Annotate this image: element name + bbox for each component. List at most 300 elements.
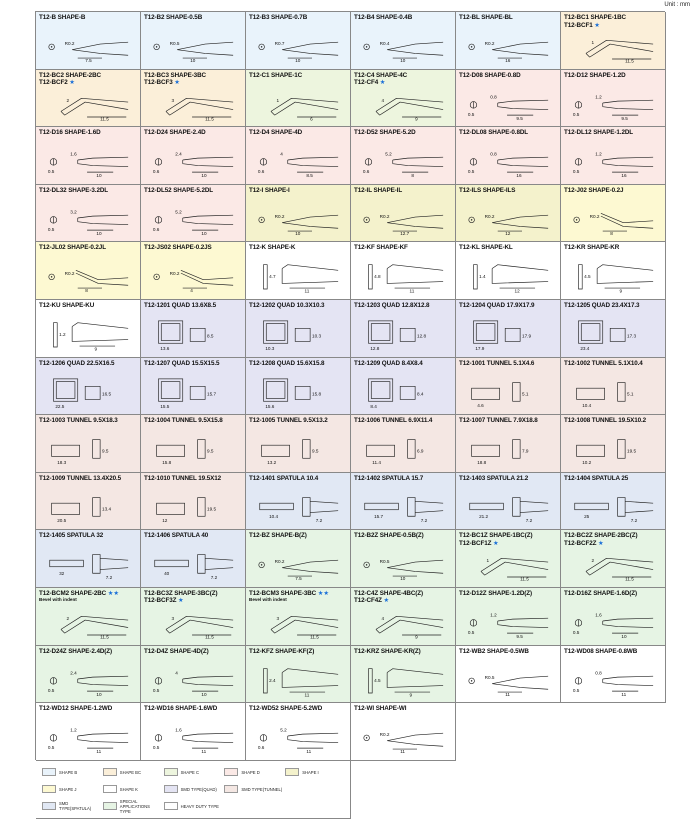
tip-cell — [561, 70, 666, 128]
tip-name-text: T12-BZ SHAPE-B(Z) — [249, 532, 307, 540]
dim-length: 9 — [415, 116, 418, 122]
tip-cell — [36, 530, 141, 588]
dim-width: 1.2 — [595, 151, 602, 157]
dim-length: 7.2 — [210, 575, 218, 581]
tip-cell — [36, 415, 141, 473]
tip-name-text: T12-1201 QUAD 13.6X8.5 — [144, 301, 217, 309]
tip-name — [354, 360, 452, 368]
dim-width: 3 — [171, 97, 175, 103]
legend-item — [164, 782, 223, 797]
tip-name-text: T12-1010 TUNNEL 19.5X12 — [144, 474, 222, 482]
star-icon: ★ — [491, 539, 499, 547]
tip-drawing — [145, 665, 241, 699]
tip-diagram — [40, 319, 136, 353]
tip-drawing — [565, 549, 661, 583]
legend-label: SHAPE K — [119, 786, 138, 792]
tip-drawing — [250, 261, 346, 295]
tip-name-text: T12-D16 SHAPE-1.6D — [39, 129, 101, 137]
dim-length: 9 — [619, 289, 623, 295]
legend-swatch — [164, 768, 178, 776]
legend-item — [285, 782, 344, 797]
dim-width: 17.9 — [475, 345, 485, 351]
tip-diagram — [250, 492, 346, 526]
tip-name — [39, 360, 137, 368]
tip-name-text: T12-BC1Z SHAPE-1BC(Z) T12-BCF1Z — [459, 532, 533, 547]
dim-width: 1 — [591, 40, 595, 46]
tip-drawing — [565, 377, 661, 411]
dim-blade-width: 32 — [59, 571, 65, 577]
dim-width: 15.5 — [160, 403, 170, 409]
dim-width: 7.9 — [521, 448, 529, 454]
legend-item — [42, 782, 101, 797]
tip-cell — [561, 588, 666, 646]
dim-length: 8 — [411, 172, 414, 178]
dim-length: 4 — [190, 288, 193, 294]
tip-diagram — [250, 377, 346, 411]
dim-width: 2.4 — [70, 669, 77, 675]
tip-diagram — [565, 434, 661, 468]
tip-cell — [561, 530, 666, 588]
tip-name-text: T12-BL SHAPE-BL — [459, 14, 513, 21]
tip-cell — [141, 473, 246, 531]
dim-length: 10 — [201, 172, 207, 178]
dim-length: 8.5 — [306, 172, 313, 178]
tip-name — [459, 648, 557, 656]
dim-width: 15.6 — [265, 403, 275, 409]
tip-name — [564, 129, 662, 137]
dim-length: 11.5 — [205, 634, 214, 640]
tip-drawing — [565, 319, 661, 353]
tip-name — [144, 648, 242, 656]
tip-cell — [351, 12, 456, 70]
tip-name-text: T12-D4Z SHAPE-4D(Z) — [144, 647, 209, 655]
dim-length: 11 — [505, 691, 511, 697]
legend-label: SMD TYPE(TUNNEL) — [241, 786, 283, 792]
tip-cell — [36, 127, 141, 185]
tip-name — [354, 14, 452, 22]
dim-length: 7.2 — [105, 575, 113, 581]
tip-diagram — [250, 665, 346, 699]
tip-grid — [35, 11, 665, 814]
tip-drawing — [145, 261, 241, 295]
tip-cell — [141, 12, 246, 70]
tip-name-text: T12-BCM3 SHAPE-3BC — [249, 589, 317, 597]
dim-width: 4 — [280, 151, 283, 157]
tip-drawing — [250, 204, 346, 238]
dim-width: 10.3 — [265, 345, 275, 351]
tip-drawing — [460, 549, 556, 583]
tip-drawing — [460, 204, 556, 238]
tip-diagram — [145, 89, 241, 123]
tip-drawing — [250, 549, 346, 583]
tip-cell — [456, 127, 561, 185]
dim-length: 10 — [96, 172, 102, 178]
legend-swatch — [42, 802, 56, 810]
tip-name — [249, 244, 347, 252]
tip-name-text: T12-1204 QUAD 17.9X17.9 — [459, 301, 535, 309]
tip-cell — [456, 588, 561, 646]
dim-width: 4 — [381, 616, 385, 622]
dim-depth: 17.3 — [626, 333, 637, 339]
tip-cell — [246, 703, 351, 761]
dim-depth: 8.5 — [206, 333, 214, 339]
dim-radius: R0.5 — [169, 40, 180, 46]
tip-name-text: T12-B SHAPE-B — [39, 14, 86, 21]
tip-name — [144, 590, 242, 605]
tip-diagram — [40, 377, 136, 411]
dim-length: 7.2 — [525, 517, 533, 523]
tip-name-text: T12-1209 QUAD 8.4X8.4 — [354, 359, 423, 367]
tip-drawing — [355, 665, 451, 699]
tip-drawing — [145, 31, 241, 65]
dim-height: 1.2 — [59, 331, 66, 337]
dim-width: 13.6 — [160, 345, 170, 351]
dim-width: 5.2 — [385, 151, 392, 157]
tip-name-text: T12-D08 SHAPE-0.8D — [459, 71, 521, 79]
tip-name — [564, 417, 662, 425]
dim-length: 9 — [409, 692, 413, 698]
tip-name — [459, 590, 557, 598]
tip-name-text: T12-DL32 SHAPE-3.2DL — [39, 186, 109, 194]
tip-cell — [456, 530, 561, 588]
tip-diagram — [40, 665, 136, 699]
tip-drawing — [355, 261, 451, 295]
tip-cell — [246, 473, 351, 531]
tip-diagram — [460, 204, 556, 238]
dim-length: 7.5 — [295, 576, 302, 582]
legend-item — [164, 765, 223, 780]
tip-name — [459, 14, 557, 22]
legend-swatch — [42, 768, 56, 776]
tip-drawing — [565, 31, 661, 65]
tip-name — [564, 187, 662, 195]
dim-radius: R0.2 — [274, 213, 285, 219]
dim-width: 5.2 — [175, 209, 182, 215]
tip-cell — [456, 185, 561, 243]
tip-drawing — [460, 261, 556, 295]
dim-width: 9.5 — [311, 448, 319, 454]
tip-diagram — [565, 607, 661, 641]
tip-name-text: T12-B3 SHAPE-0.7B — [249, 14, 308, 21]
dim-length: 9.5 — [516, 115, 523, 121]
tip-cell — [561, 127, 666, 185]
dim-width: 23.4 — [580, 345, 590, 351]
tip-diagram — [355, 377, 451, 411]
tip-name — [144, 475, 242, 483]
tip-name-text: T12-JS02 SHAPE-0.2JS — [144, 244, 212, 252]
legend-item — [224, 782, 283, 797]
dim-length: 11 — [201, 748, 207, 754]
tip-name — [144, 72, 242, 87]
tip-diagram — [460, 492, 556, 526]
tip-note: Bevel with indent — [39, 597, 77, 603]
dim-length: 7.2 — [420, 517, 428, 523]
tip-drawing — [460, 607, 556, 641]
tip-diagram — [355, 722, 451, 756]
tip-name — [39, 590, 137, 598]
tip-diagram — [250, 434, 346, 468]
tip-diagram — [355, 665, 451, 699]
tip-name — [249, 475, 347, 483]
tip-diagram — [40, 549, 136, 583]
tip-drawing — [355, 549, 451, 583]
tip-diagram — [565, 204, 661, 238]
dim-length: 15.8 — [162, 460, 172, 466]
tip-drawing — [145, 492, 241, 526]
tip-diagram — [250, 146, 346, 180]
dim-length: 10 — [201, 230, 207, 236]
tip-diagram — [355, 261, 451, 295]
dim-width: 1.2 — [70, 727, 77, 733]
tip-diagram — [565, 665, 661, 699]
tip-name — [564, 14, 662, 29]
tip-name-text: T12-WI SHAPE-WI — [354, 705, 407, 713]
tip-name-text: T12-1005 TUNNEL 9.5X13.2 — [249, 417, 328, 425]
tip-cell — [141, 358, 246, 416]
dim-radius: R0.5 — [379, 559, 390, 565]
dim-length: 16 — [621, 172, 627, 178]
dim-thickness: 0.5 — [152, 687, 160, 693]
tip-name — [459, 129, 557, 137]
dim-height: 4.5 — [374, 677, 381, 683]
tip-diagram — [250, 319, 346, 353]
dim-radius: R0.7 — [274, 40, 285, 46]
tip-name — [39, 72, 137, 87]
tip-name — [249, 129, 347, 137]
tip-name-text: T12-I SHAPE-I — [249, 186, 290, 194]
dim-length: 10 — [96, 691, 102, 697]
tip-name — [39, 244, 137, 252]
legend-swatch — [164, 785, 178, 793]
tip-cell — [351, 300, 456, 358]
tip-name — [354, 244, 452, 252]
tip-diagram — [250, 607, 346, 641]
tip-cell — [456, 300, 561, 358]
tip-name — [354, 475, 452, 483]
dim-width: 1.2 — [595, 93, 602, 99]
dim-length: 11 — [400, 748, 406, 754]
tip-name-text: T12-KU SHAPE-KU — [39, 301, 95, 309]
tip-diagram — [460, 319, 556, 353]
tip-drawing — [355, 319, 451, 353]
tip-drawing — [250, 31, 346, 65]
tip-name-text: T12-BC3Z SHAPE-3BC(Z) T12-BCF3Z — [144, 589, 218, 605]
tip-diagram — [355, 492, 451, 526]
dim-thickness: 0.5 — [47, 226, 55, 232]
dim-width: 2 — [591, 558, 595, 564]
dim-length: 10 — [96, 230, 102, 236]
dim-length: 11.5 — [520, 577, 529, 583]
dim-thickness: 0.5 — [467, 111, 475, 117]
tip-name — [459, 475, 557, 483]
dim-thickness: 0.6 — [152, 226, 160, 232]
tip-cell — [246, 300, 351, 358]
tip-cell — [246, 70, 351, 128]
dim-radius: R0.2 — [379, 213, 390, 219]
legend-item — [224, 765, 283, 780]
dim-thickness: 0.6 — [257, 169, 265, 175]
tip-name — [144, 302, 242, 310]
tip-name — [144, 705, 242, 713]
tip-cell — [36, 185, 141, 243]
tip-diagram — [355, 319, 451, 353]
dim-width: 0.8 — [490, 93, 497, 99]
tip-name-text: T12-C4Z SHAPE-4BC(Z) T12-CF4Z — [354, 589, 424, 605]
tip-drawing — [355, 31, 451, 65]
tip-drawing — [40, 204, 136, 238]
tip-drawing — [145, 722, 241, 756]
tip-diagram — [565, 549, 661, 583]
legend-label: SHAPE J — [59, 786, 77, 792]
tip-name-text: T12-C4 SHAPE-4C T12-CF4 — [354, 71, 408, 87]
dim-blade-width: 40 — [164, 571, 170, 577]
tip-cell — [141, 530, 246, 588]
legend-label: SPECIAL APPLICATIONS TYPE — [119, 798, 150, 814]
tip-name — [564, 244, 662, 252]
tip-name-text: T12-DL12 SHAPE-1.2DL — [564, 129, 634, 137]
tip-name-text: T12-B2 SHAPE-0.5B — [144, 14, 203, 21]
tip-drawing — [145, 204, 241, 238]
tip-drawing — [460, 31, 556, 65]
dim-thickness: 0.5 — [467, 629, 475, 635]
tip-cell — [246, 127, 351, 185]
tip-drawing — [40, 261, 136, 295]
tip-diagram — [355, 89, 451, 123]
tip-name-text: T12-1402 SPATULA 15.7 — [354, 474, 424, 482]
star-icon: ★ — [592, 21, 600, 29]
tip-name — [39, 532, 137, 540]
tip-name-text: T12-1403 SPATULA 21.2 — [459, 474, 529, 482]
tip-drawing — [40, 549, 136, 583]
dim-length: 11.5 — [310, 634, 319, 640]
star-icon: ★★ — [106, 589, 119, 597]
dim-width: 2 — [66, 97, 70, 103]
dim-length: 11.5 — [100, 116, 109, 122]
tip-name — [249, 648, 347, 656]
tip-cell — [351, 242, 456, 300]
legend-label: HEAVY DUTY TYPE — [180, 803, 219, 809]
tip-cell — [36, 588, 141, 646]
legend-item — [103, 782, 162, 797]
tip-name-text: T12-D4 SHAPE-4D — [249, 129, 303, 137]
tip-name — [144, 532, 242, 540]
legend-item — [42, 765, 101, 780]
tip-name-text: T12-1002 TUNNEL 5.1X10.4 — [564, 359, 643, 367]
tip-name — [354, 129, 452, 137]
dim-thickness: 0.5 — [47, 169, 55, 175]
legend-label: SMD TYPE(SPATULA) — [59, 801, 92, 812]
tip-name-text: T12-D24 SHAPE-2.4D — [144, 129, 206, 137]
tip-name-text: T12-1207 QUAD 15.5X15.5 — [144, 359, 220, 367]
dim-length: 12 — [514, 289, 520, 295]
tip-name-text: T12-WD08 SHAPE-0.8WB — [564, 647, 638, 655]
tip-cell — [246, 242, 351, 300]
tip-drawing — [145, 377, 241, 411]
tip-cell — [351, 70, 456, 128]
tip-name-text: T12-WD52 SHAPE-5.2WD — [249, 705, 323, 713]
tip-cell — [36, 473, 141, 531]
tip-diagram — [250, 31, 346, 65]
tip-cell — [36, 300, 141, 358]
tip-drawing — [565, 492, 661, 526]
tip-name — [249, 72, 347, 80]
tip-diagram — [355, 146, 451, 180]
tip-name — [354, 532, 452, 540]
tip-cell — [456, 415, 561, 473]
tip-diagram — [565, 492, 661, 526]
tip-drawing — [250, 492, 346, 526]
tip-drawing — [460, 89, 556, 123]
tip-cell — [246, 588, 351, 646]
tip-name-text: T12-1007 TUNNEL 7.9X18.8 — [459, 417, 538, 425]
tip-diagram — [460, 89, 556, 123]
tip-drawing — [565, 434, 661, 468]
tip-cell — [561, 358, 666, 416]
legend-label: SMD TYPE(QUAD) — [180, 786, 217, 792]
tip-cell — [456, 358, 561, 416]
dim-radius: R0.2 — [169, 271, 180, 277]
tip-cell — [351, 127, 456, 185]
legend-label: SHAPE D — [241, 769, 260, 775]
dim-length: 16 — [516, 172, 522, 178]
tip-drawing — [250, 89, 346, 123]
legend-item — [103, 765, 162, 780]
tip-name-text: T12-1008 TUNNEL 19.5X10.2 — [564, 417, 647, 425]
dim-length: 11.5 — [100, 634, 109, 640]
tip-name-text: T12-1203 QUAD 12.8X12.8 — [354, 301, 430, 309]
tip-diagram — [565, 377, 661, 411]
dim-blade-width: 10.4 — [269, 513, 279, 519]
tip-drawing — [145, 434, 241, 468]
tip-cell — [561, 300, 666, 358]
tip-name — [249, 590, 347, 598]
tip-cell — [561, 473, 666, 531]
tip-drawing — [40, 607, 136, 641]
tip-diagram — [460, 146, 556, 180]
tip-cell — [351, 185, 456, 243]
dim-width: 3.2 — [70, 209, 77, 215]
dim-length: 12 — [162, 517, 168, 523]
dim-radius: R0.2 — [64, 40, 75, 46]
dim-width: 19.5 — [206, 506, 217, 512]
tip-diagram — [355, 31, 451, 65]
dim-length: 11 — [621, 691, 627, 697]
tip-diagram — [145, 377, 241, 411]
tip-name-text: T12-KRZ SHAPE-KR(Z) — [354, 647, 421, 655]
tip-name — [459, 302, 557, 310]
dim-width: 0.8 — [490, 151, 497, 157]
tip-diagram — [355, 607, 451, 641]
tip-name — [459, 244, 557, 252]
tip-drawing — [250, 146, 346, 180]
tip-name-text: T12-D24Z SHAPE-2.4D(Z) — [39, 647, 113, 655]
tip-name — [39, 648, 137, 656]
dim-length: 7.5 — [85, 57, 92, 63]
legend — [36, 761, 351, 819]
tip-diagram — [460, 434, 556, 468]
tip-name — [249, 532, 347, 540]
tip-diagram — [40, 722, 136, 756]
tip-name — [564, 475, 662, 483]
tip-name-text: T12-D52 SHAPE-5.2D — [354, 129, 416, 137]
dim-length: 8 — [610, 230, 613, 236]
dim-length: 10 — [190, 57, 196, 63]
dim-width: 8.4 — [370, 403, 377, 409]
tip-name-text: T12-J02 SHAPE-0.2J — [564, 186, 624, 194]
tip-drawing — [250, 377, 346, 411]
tip-cell — [456, 12, 561, 70]
legend-swatch — [224, 785, 238, 793]
